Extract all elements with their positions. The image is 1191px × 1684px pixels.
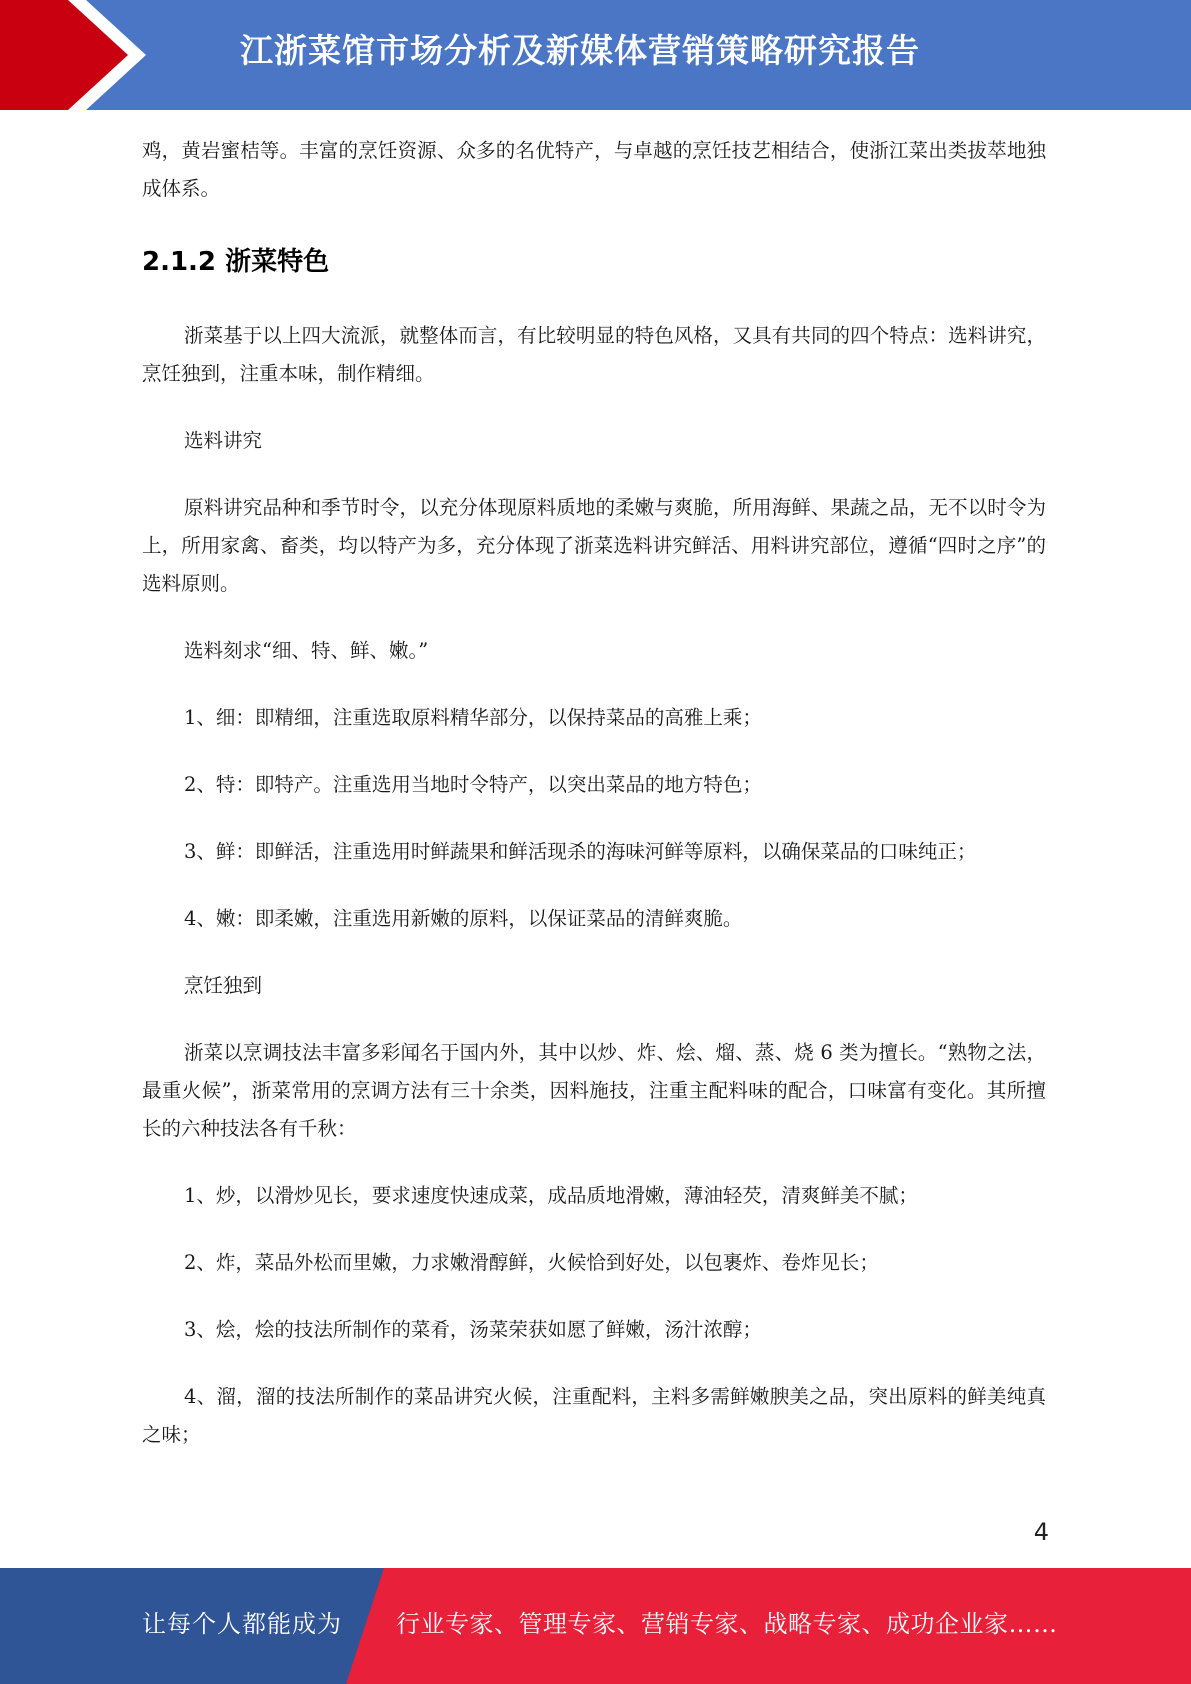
paragraph: 选料刻求“细、特、鲜、嫩。” — [184, 639, 429, 662]
section-heading: 2.1.2 浙菜特色 — [142, 247, 330, 277]
subheading-selection: 选料讲究 — [184, 429, 263, 452]
page-footer — [0, 1568, 1191, 1684]
list-item: 4、溜，溜的技法所制作的菜品讲究火候，注重配料，主料多需鲜嫩腴美之品，突出原料的鲜美纯真之味； — [142, 1385, 1046, 1446]
footer-slogan-left: 让每个人都能成为 — [142, 1610, 342, 1638]
list-item: 4、嫩：即柔嫩，注重选用新嫩的原料，以保证菜品的清鲜爽脆。 — [184, 907, 743, 930]
list-item: 1、细：即精细，注重选取原料精华部分，以保持菜品的高雅上乘； — [184, 706, 762, 729]
footer-slogan-right: 行业专家、管理专家、营销专家、战略专家、成功企业家…… — [396, 1610, 1058, 1638]
list-item: 2、特：即特产。注重选用当地时令特产，以突出菜品的地方特色； — [184, 773, 762, 796]
list-item: 1、炒，以滑炒见长，要求速度快速成菜，成品质地滑嫩，薄油轻芡，清爽鲜美不腻； — [184, 1184, 918, 1207]
list-item: 2、炸，菜品外松而里嫩，力求嫩滑醇鲜，火候恰到好处，以包裹炸、卷炸见长； — [184, 1251, 879, 1274]
list-item: 3、烩，烩的技法所制作的菜肴，汤菜荣获如愿了鲜嫩，汤汁浓醇； — [184, 1318, 762, 1341]
report-title: 江浙菜馆市场分析及新媒体营销策略研究报告 — [240, 31, 920, 70]
page-number: 4 — [1033, 1518, 1049, 1546]
paragraph: 鸡，黄岩蜜桔等。丰富的烹饪资源、众多的名优特产，与卓越的烹饪技艺相结合，使浙江菜出类拔萃地独成体系。 — [142, 139, 1046, 200]
document-body — [142, 132, 1046, 1483]
paragraph: 浙菜以烹调技法丰富多彩闻名于国内外，其中以炒、炸、烩、熘、蒸、烧 6 类为擅长。“熟物之法，最重火候”，浙菜常用的烹调方法有三十余类，因料施技，注重主配料味的配合，口味富有变化。其所擅长的六种技法各有千秋： — [142, 1041, 1046, 1140]
paragraph: 浙菜基于以上四大流派，就整体而言，有比较明显的特色风格，又具有共同的四个特点：选料讲究，烹饪独到，注重本味，制作精细。 — [142, 324, 1046, 385]
list-item: 3、鲜：即鲜活，注重选用时鲜蔬果和鲜活现杀的海味河鲜等原料，以确保菜品的口味纯正； — [184, 840, 977, 863]
page-header — [0, 0, 1191, 110]
subheading-cooking: 烹饪独到 — [184, 974, 263, 997]
header-arrow-decoration — [0, 0, 160, 110]
paragraph: 原料讲究品种和季节时令，以充分体现原料质地的柔嫩与爽脆，所用海鲜、果蔬之品，无不以时令为上，所用家禽、畜类，均以特产为多，充分体现了浙菜选料讲究鲜活、用料讲究部位，遵循“四时之序”的选料原则。 — [142, 496, 1046, 595]
